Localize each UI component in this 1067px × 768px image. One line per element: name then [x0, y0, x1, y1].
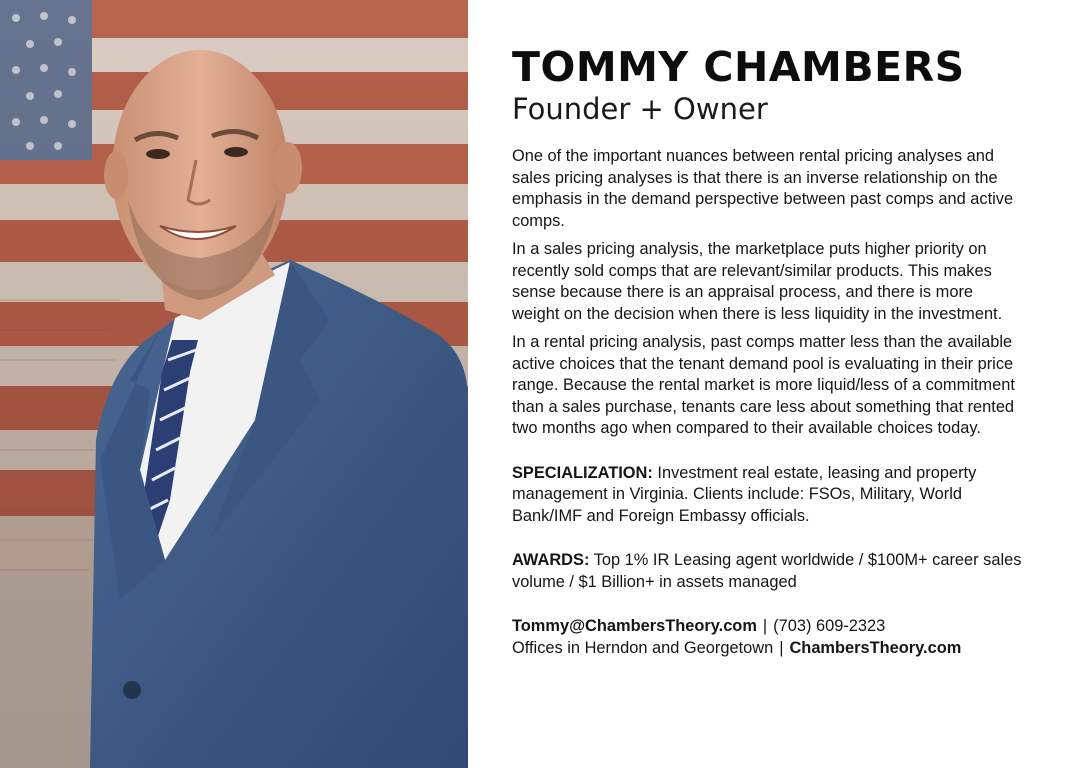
- contact-separator: |: [779, 638, 784, 657]
- person-title: Founder + Owner: [512, 92, 768, 126]
- specialization-label: SPECIALIZATION:: [512, 463, 653, 482]
- awards-section: [512, 550, 1024, 593]
- bio-paragraph-1: One of the important nuances between rental pricing analyses and sales pricing analyses is that there is an inverse relationship on the emphasis in the demand perspective between past comps and active comps.: [512, 147, 1014, 230]
- bio-paragraph-2: In a sales pricing analysis, the marketplace puts higher priority on recently sold comps that are relevant/similar products. This makes sense because there is an appraisal process, and there is more weight on the decision when there is less liquidity in the investment.: [512, 240, 1003, 323]
- contact-line-2: [512, 638, 1024, 660]
- website-link[interactable]: ChambersTheory.com: [789, 638, 962, 657]
- awards-label: AWARDS:: [512, 551, 590, 569]
- contact-separator: |: [762, 617, 768, 635]
- contact-section: [512, 616, 1024, 659]
- office-locations: Offices in Herndon and Georgetown: [512, 638, 774, 657]
- contact-line-1: [512, 616, 1024, 638]
- bio-paragraph-3: In a rental pricing analysis, past comps matter less than the available active choices that the tenant demand pool is evaluating in their price range. Because the rental market is more liquid/less of a commitment than a sales purchase, tenants care less about something that rented two months ago when compared to their available choices today.: [512, 333, 1015, 437]
- specialization-text: Investment real estate, leasing and property management in Virginia. Clients include: FSOs, Military, World Bank/IMF and Foreign Embassy officials.: [512, 463, 977, 525]
- profile-content: [512, 44, 1024, 659]
- headshot-photo: [0, 0, 468, 768]
- awards-text: Top 1% IR Leasing agent worldwide / $100M+ career sales volume / $1 Billion+ in assets managed: [512, 551, 1022, 591]
- email-link[interactable]: Tommy@ChambersTheory.com: [512, 617, 757, 635]
- person-name: TOMMY CHAMBERS: [512, 43, 965, 91]
- phone-number[interactable]: (703) 609-2323: [773, 617, 886, 635]
- specialization-section: [512, 463, 1024, 528]
